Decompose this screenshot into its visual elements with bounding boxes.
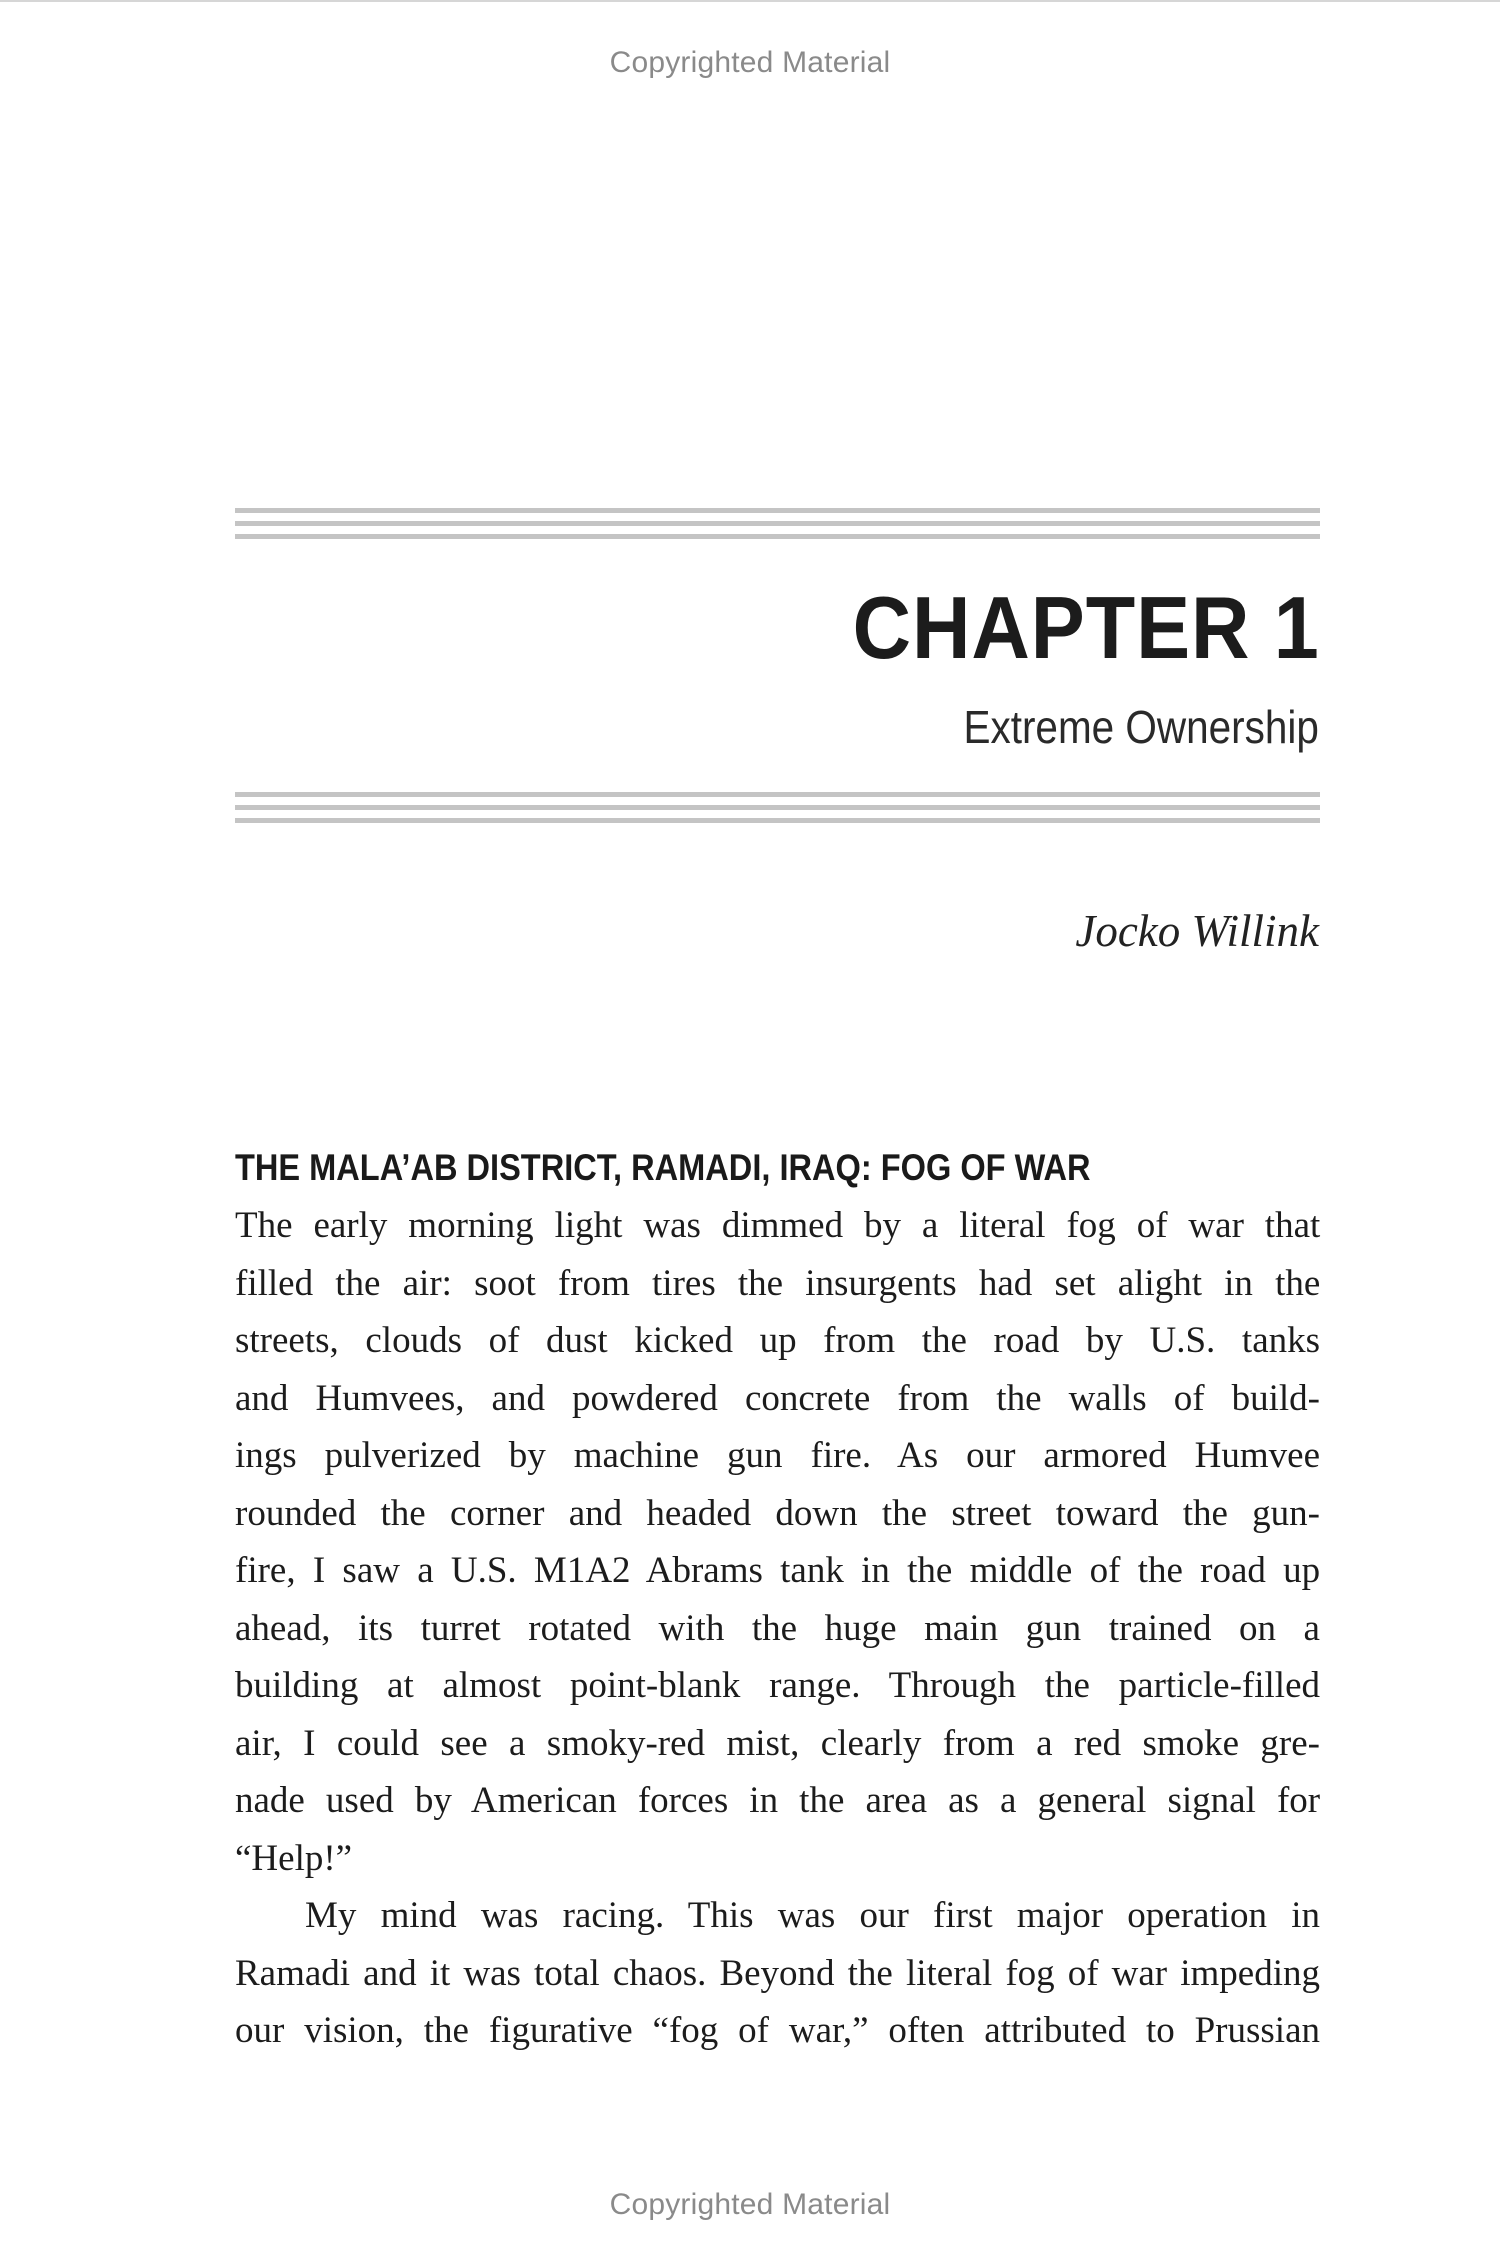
rule-line xyxy=(235,521,1320,526)
body-line: rounded the corner and headed down the street toward the gun- xyxy=(235,1492,1320,1534)
body-line: fire, I saw a U.S. M1A2 Abrams tank in the middle of the road up xyxy=(235,1550,1321,1591)
body-text xyxy=(235,1197,1320,2060)
body-line: ahead, its turret rotated with the huge main gun trained on a xyxy=(235,1607,1320,1649)
watermark-bottom: Copyrighted Material xyxy=(609,2188,891,2221)
chapter-rules-bottom xyxy=(235,792,1320,831)
watermark-top: Copyrighted Material xyxy=(609,46,891,79)
body-line: My mind was racing. This was our first major operation in xyxy=(305,1895,1320,1936)
body-line: air, I could see a smoky-red mist, clearly from a red smoke gre- xyxy=(235,1722,1320,1764)
rule-line xyxy=(235,508,1320,513)
body-line: nade used by American forces in the area as a general signal for xyxy=(235,1780,1321,1821)
body-line: Ramadi and it was total chaos. Beyond the literal fog of war impeding xyxy=(235,1952,1320,1994)
body-line: ings pulverized by machine gun fire. As our armored Humvee xyxy=(235,1435,1320,1476)
body-line: streets, clouds of dust kicked up from the road by U.S. tanks xyxy=(235,1320,1321,1361)
rule-line xyxy=(235,818,1320,823)
body-line: and Humvees, and powdered concrete from the walls of build- xyxy=(235,1377,1320,1419)
section-heading: THE MALA’AB DISTRICT, RAMADI, IRAQ: FOG OF WAR xyxy=(235,1147,1091,1188)
body-line: “Help!” xyxy=(235,1837,353,1879)
rule-line xyxy=(235,805,1320,810)
author-name: Jocko Willink xyxy=(1075,906,1319,956)
body-line: The early morning light was dimmed by a literal fog of war that xyxy=(235,1205,1321,1246)
rule-line xyxy=(235,792,1320,797)
body-line: building at almost point-blank range. Through the particle-filled xyxy=(235,1665,1320,1706)
body-line: filled the air: soot from tires the insurgents had set alight in the xyxy=(235,1262,1321,1304)
body-line: our vision, the figurative “fog of war,” often attributed to Prussian xyxy=(235,2010,1320,2051)
chapter-title: Extreme Ownership xyxy=(963,701,1319,753)
chapter-number: CHAPTER 1 xyxy=(852,578,1320,677)
rule-line xyxy=(235,534,1320,539)
chapter-rules-top xyxy=(235,508,1320,547)
